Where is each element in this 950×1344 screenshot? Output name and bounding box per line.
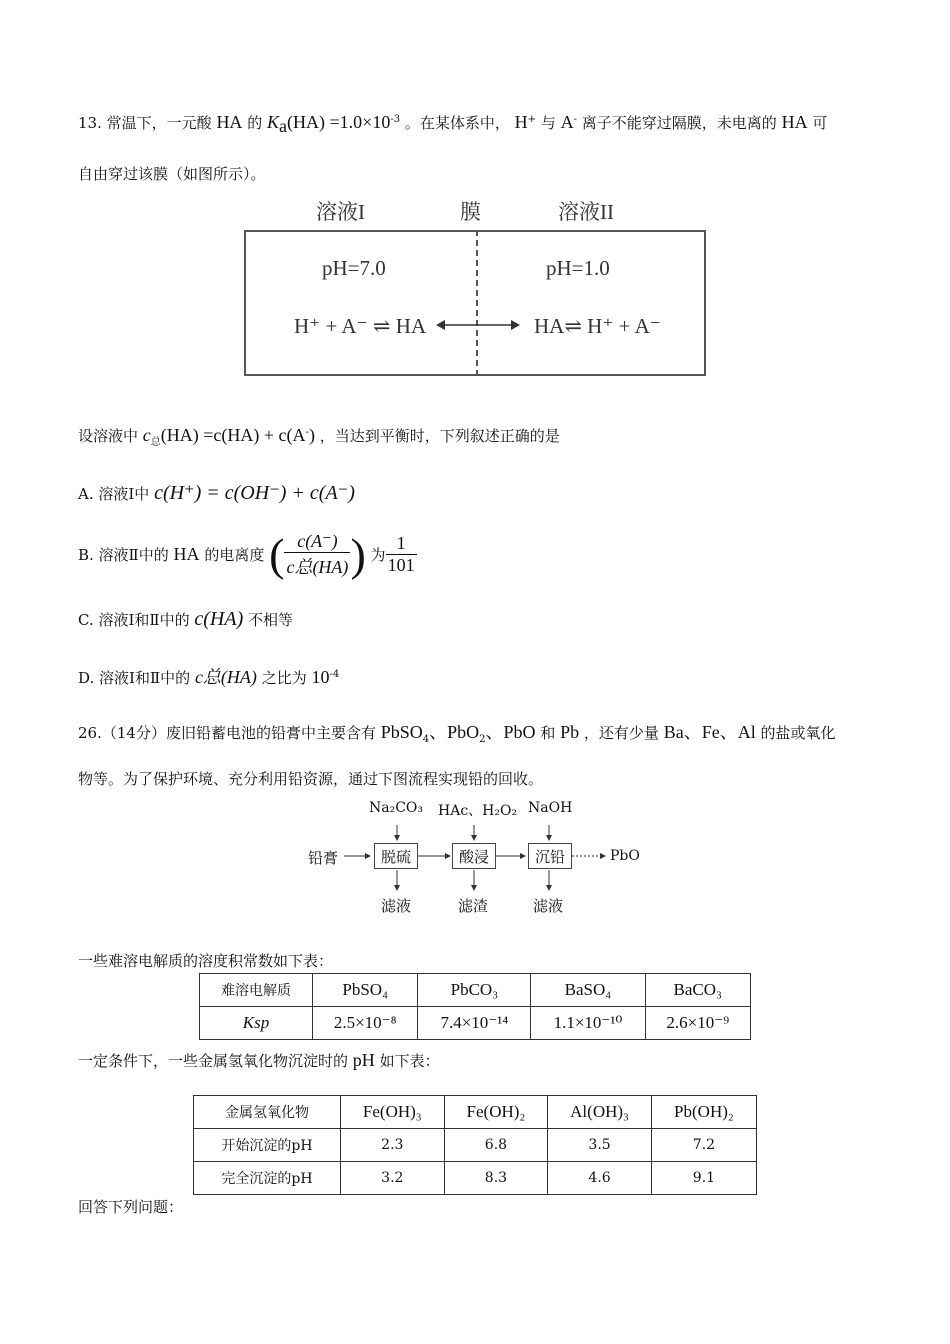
q13-line2: 自由穿过该膜（如图所示）。	[78, 165, 266, 183]
q13-line1: 13. 常温下，一元酸 HA 的 $K_a(HA) =1.0\times 10^{-3}$ 。在某体系中， H+ 与 A- 离子不能穿过隔膜，未电离的 HA 可	[78, 112, 828, 136]
option-b: B. 溶液Ⅱ中的 HA 的电离度 ( $\frac{c(A^-)}{\text{c总(HA)}}$ ) 为 $\frac{1}{101}$	[78, 529, 415, 580]
answer-prompt: 回答下列问题：	[78, 1198, 184, 1216]
table-row: 开始沉淀的pH 2.3 6.8 3.5 7.2	[194, 1129, 757, 1162]
ph-table	[193, 1095, 757, 1195]
ph-left: pH=7.0	[322, 256, 386, 280]
option-c: C. 溶液Ⅰ和Ⅱ中的 c(HA) 不相等	[78, 608, 294, 630]
diagram-frame	[244, 230, 706, 376]
equilibrium-right: HA⇌ H⁺ + A⁻	[534, 314, 661, 338]
label-solution-1: 溶液I	[316, 200, 365, 224]
ionization-fraction: $\frac{c(A^-)}{\text{c总(HA)}}$	[286, 530, 349, 577]
membrane-line	[476, 230, 478, 376]
reagent-na2co3: Na₂CO₃	[369, 800, 424, 816]
table-row: 金属氢氧化物 Fe(OH)₃ Fe(OH)₂ Al(OH)₃ Pb(OH)₂	[194, 1096, 757, 1129]
ph-intro: 一定条件下，一些金属氢氧化物沉淀时的 pH 如下表：	[78, 1050, 440, 1070]
output-filtrate-1: 滤液	[381, 897, 412, 915]
double-arrow-icon	[436, 318, 520, 332]
step-desulfurization: 脱硫	[374, 843, 418, 869]
step-lead-precipitation: 沉铅	[528, 843, 572, 869]
label-membrane: 膜	[460, 200, 481, 224]
table-row: 完全沉淀的pH 3.2 8.3 4.6 9.1	[194, 1162, 757, 1195]
option-d: D. 溶液Ⅰ和Ⅱ中的 c总(HA) 之比为 $10^{-4}$	[78, 667, 340, 687]
membrane-diagram	[228, 190, 733, 382]
reagent-naoh: NaOH	[528, 800, 573, 816]
q26-line1: 26.（14分）废旧铅蓄电池的铅膏中主要含有 PbSO$_4$、PbO$_2$、PbO 和 Pb ，还有少量 Ba、Fe、Al 的盐或氧化	[78, 722, 836, 745]
reagent-hac-h2o2: HAc、H₂O₂	[438, 803, 518, 819]
q13-setup: 设溶液中 $c_总(HA) =c(HA) + c(A^-)$ ，当达到平衡时，下列叙述正确的是	[78, 425, 560, 448]
flow-product: PbO	[610, 848, 640, 864]
process-flowchart	[300, 795, 660, 920]
q26-line2: 物等。为了保护环境、充分利用铅资源，通过下图流程实现铅的回收。	[78, 770, 544, 788]
ksp-intro: 一些难溶电解质的溶度积常数如下表：	[78, 952, 334, 970]
table-row: Ksp 2.5×10⁻⁸ 7.4×10⁻¹⁴ 1.1×10⁻¹⁰ 2.6×10⁻⁹	[200, 1007, 751, 1040]
ph-right: pH=1.0	[546, 256, 610, 280]
equilibrium-left: H⁺ + A⁻ ⇌ HA	[294, 314, 427, 338]
table-row: 难溶电解质 PbSO₄ PbCO₃ BaSO₄ BaCO₃	[200, 974, 751, 1007]
output-residue: 滤渣	[458, 897, 489, 915]
option-a: A. 溶液Ⅰ中 c(H⁺) = c(OH⁻) + c(A⁻)	[78, 482, 355, 504]
ksp-table	[199, 973, 751, 1040]
value-fraction: $\frac{1}{101}$	[387, 533, 415, 575]
label-solution-2: 溶液II	[558, 200, 614, 224]
output-filtrate-2: 滤液	[533, 897, 564, 915]
flow-start: 铅膏	[308, 849, 339, 867]
step-acid-leaching: 酸浸	[452, 843, 496, 869]
question-number: 13.	[78, 114, 102, 132]
